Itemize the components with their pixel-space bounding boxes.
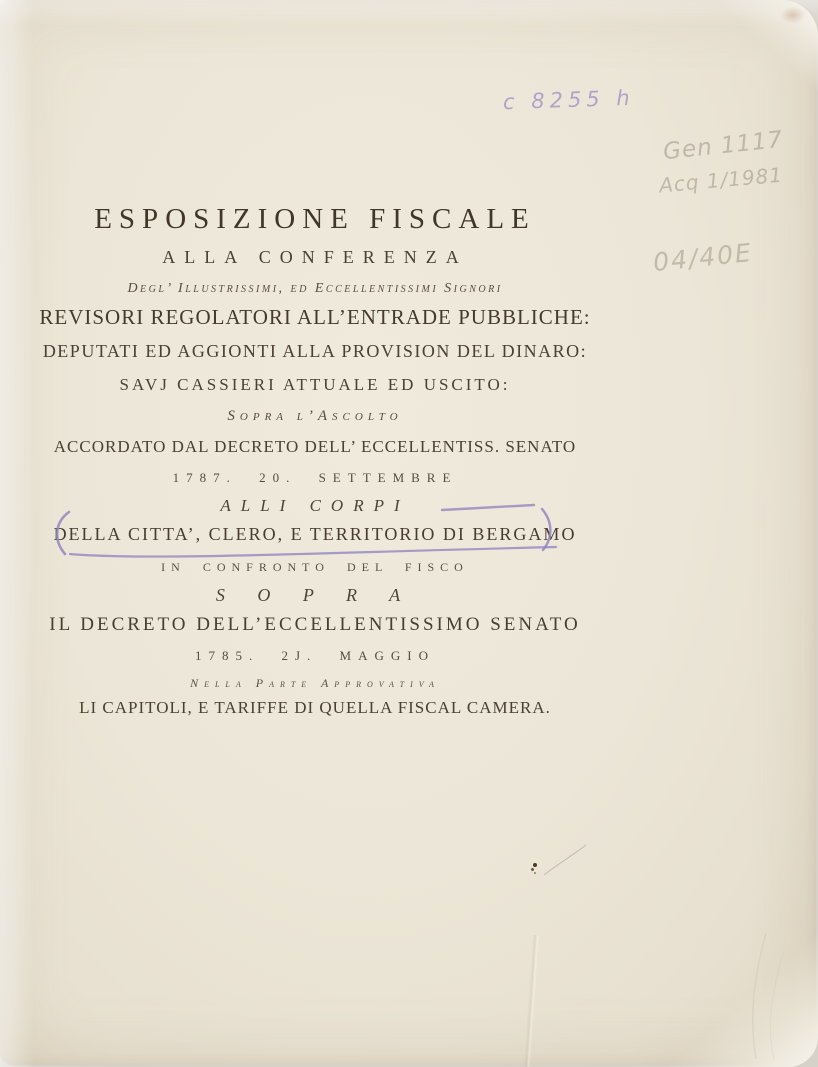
paper-edge-highlight-top [0,0,818,26]
date-line-1: 1787. 20. SETTEMBRE [172,470,458,485]
ink-speck [531,863,539,875]
addressees-line-2: DEPUTATI ED AGGIONTI ALLA PROVISION DEL DINARO: [42,341,588,361]
paper-stain-top-right [780,6,806,24]
addressees-line-1: REVISORI REGOLATORI ALL’ENTRADE PUBBLICHE: [39,305,591,329]
pencil-annotation-acq: Acq 1/1981 [658,162,784,198]
decree-line-1: ACCORDATO DAL DECRETO DELL’ ECCELLENTISS. SENATO [53,437,577,456]
approvativa-line: Nella Parte Approvativa [190,676,440,690]
main-title: ESPOSIZIONE FISCALE [94,203,536,235]
bergamo-line: DELLA CITTA’, CLERO, E TERRITORIO DI BERGAMO [53,524,577,544]
pencil-annotation-gen: Gen 1117 [661,126,785,166]
hairline-scratch [540,843,590,877]
alli-corpi-line: ALLI CORPI [220,496,410,515]
addressees-line-3: SAVJ CASSIERI ATTUALE ED USCITO: [119,375,511,394]
date-line-2: 1785. 2J. MAGGIO [195,648,435,663]
pencil-annotation-number: 04/40E [651,237,755,278]
capitoli-line: LI CAPITOLI, E TARIFFE DI QUELLA FISCAL CAMERA. [79,698,551,717]
dedication-line: Degl’ Illustrissimi, ed Eccellentissimi Signori [127,281,503,296]
shelfmark-ink-annotation: c 8255 h [502,85,636,115]
purple-selection-mark [40,488,580,572]
paper-crease-bottom-right [706,931,796,1061]
subtitle: ALLA CONFERENZA [162,247,468,267]
sopra-line: S O P R A [215,585,415,605]
sopra-ascolto-line: Sopra l’Ascolto [227,408,403,424]
confronto-line: IN CONFRONTO DEL FISCO [161,560,469,574]
decree-line-2: IL DECRETO DELL’ECCELLENTISSIMO SENATO [49,614,581,635]
